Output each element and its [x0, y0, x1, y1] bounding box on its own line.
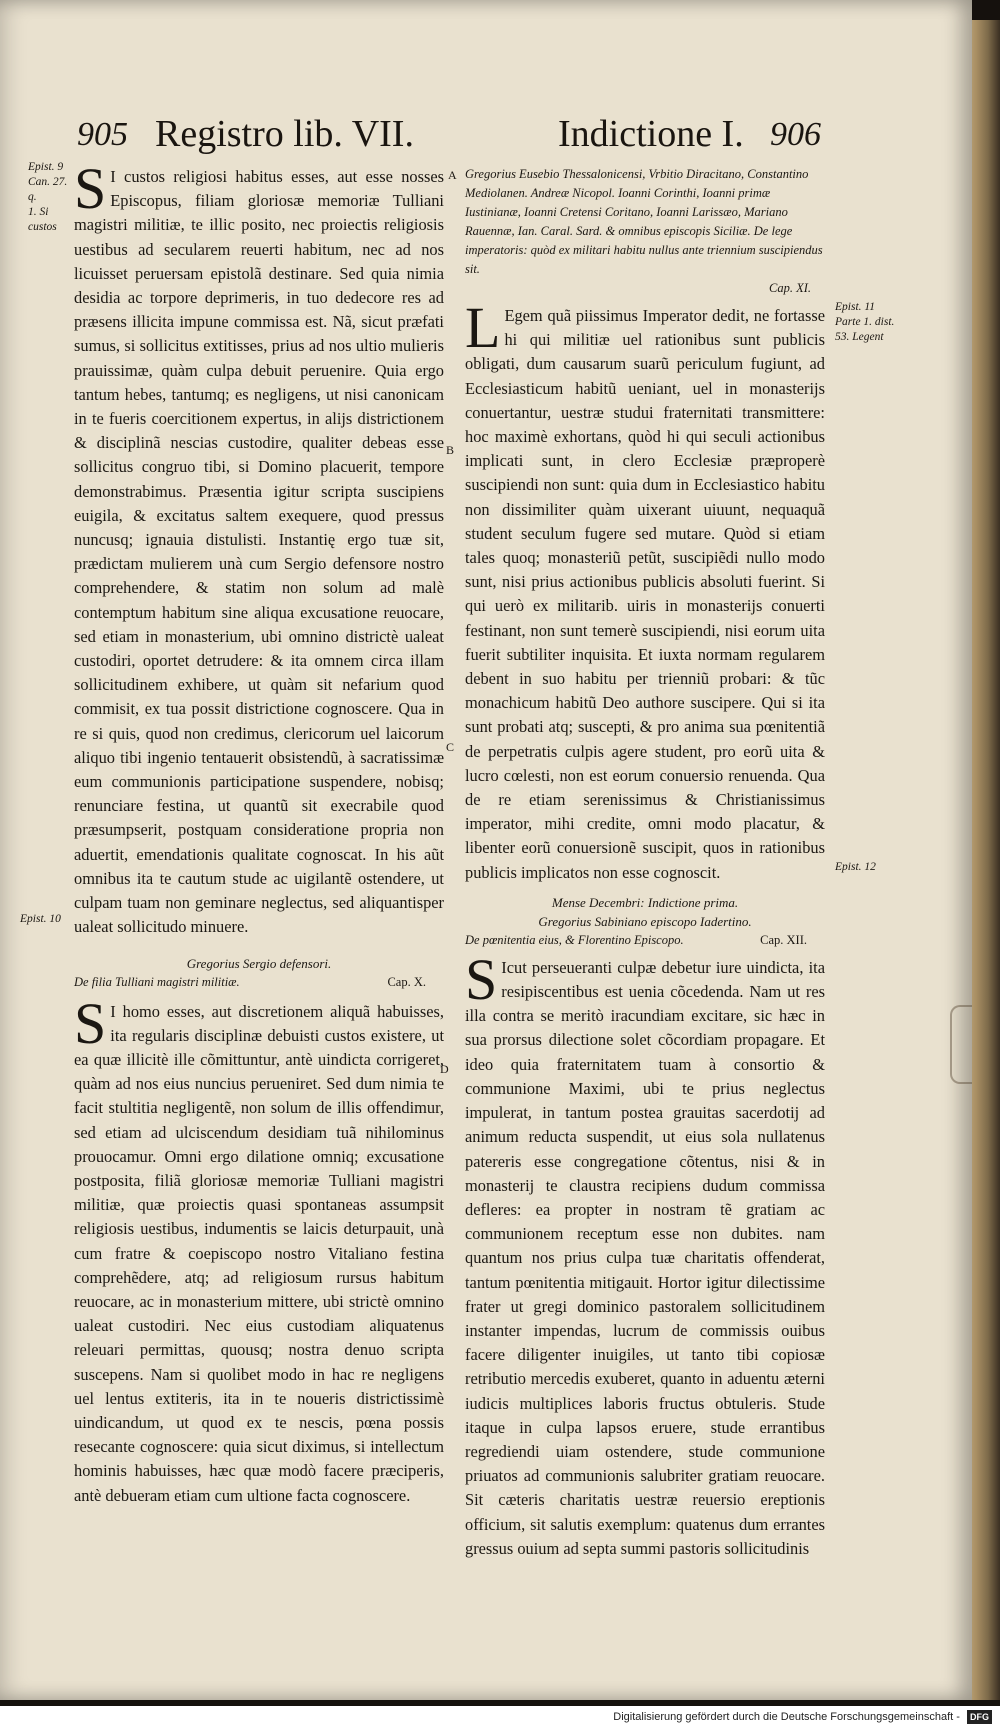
epistle-12-body: Icut perseueranti culpæ debetur iure uindicta, ita resipiscentibus est uenia cõcedenda. Nam ut res illa contra se meritò iracundiam excitare, sic hæc in sua prorsus dilectione solet cõcordiam propagare. Et ideo quia fraternitatem tuam à consortio & communione Maximi, ubi te prius neglectus impulerat, in tantum postea grauitas sacerdotij ad animum reducta suspendit, ut eius sola nullatenus patereris esse congregatione cõtentus, nisi & in monasterij te claustra recipiens dudum commissa defleres: ea propter in nostram tẽ gratiam ac communionem receptum esse non dubites. nam quantum nos prius culpa tuæ charitatis offenderat, tantum pœnitentia mitigauit. Hortor igitur dilectissime frater ut gregi dominico pastoralem sollicitudinem instanter impendas, lucrum de commissis ouibus facere diligenter inuigiles, ut tanto tibi copiosæ retributio mercedis exuberet, quanto in aduentu æterni iudicis multiplices laboris fructus obtuleris. Stude itaque in culpa lapsos eruere, stude errantibus regrediendi uiam ostendere, stude communione priuatos ad communionis salubriter gratiam reuocare. Sit cæteris charitatis uestræ reuersio ereptionis officium, sit salutis exemplum: quatenus dum errantes gressus ouium ad septa summi pastoris sollicitudinis [465, 957, 825, 1558]
epistle-11-text [465, 295, 825, 885]
section-marker-c: C [446, 740, 455, 754]
chapter-label: Cap. XI. [768, 281, 811, 295]
left-column [74, 156, 444, 1508]
epistle-12-subject [465, 931, 825, 950]
epistle-9-body: I custos religiosi habitus esses, aut esse nosses Episcopus, filiam gloriosæ memoriæ Tulliani magistri militiæ, te illic posito, nec proiectis religiosis uestibus ad secularem reuerti habitum, nec ad nos licuisset peruersam epistolã destinare. Sed quia nimia desidia ac torpore deprimeris, in tuo dedecore res ad præsens illicita impune commissa est. Nã, sicut præfati sumus, si sollicitus extitisses, prius ad nos ultio mulieris prauissimæ, quàm culpa debuit peruenire. Quia ergo tantum hebes, tantumq; es negligens, ut nisi canonicam in te fueris coercitionem expertus, in alijs districtionem & disciplinã nescias custodire, qualiter debeas esse sollicitus congruo tibi, si Domino placuerit, tempore demonstrabimus. Præsentia igitur scripta suscipiens euigila, & excitatus saltem exequere, quod pressus nuncusq; ignauia distulisti. Instantię ergo tuæ sit, prædictam mulierem unà cum Sergio defensore nostro comprehendere, & statim non solum ad malè contemptum habitum sine aliqua excusatione reuocare, sed etiam in monasterium, ubi omnino districtè ualeat custodiri, oportet detrudere: & ita omnem circa illam sollicitudinem exhibere, ut quàm sit nefarium quod commisit, ex tua possit districtione cognoscere. Qua in re si quis, quod non credimus, clericorum uel laicorum aliquo tibi ingenio tentauerit obsistendũ, à sacratissimæ eum communionis participatione suspendere, nobisq; renunciare festina, ut quantũ sit execrabile quod præsumpserit, postquam consideratione propria non aduertit, emendationis qualitate cognoscat. In his aũt omnibus ita te cautum stude ac uigilantẽ ostendere, ut culpam tuam non geminare neglectus, sed aliquantisper ualeat sollicitudo minuere. [74, 167, 444, 937]
section-marker-a: A [448, 168, 457, 182]
epistle-11-body: Egem quã piissimus Imperator dedit, ne fortasse hi qui militiæ uel rationibus sunt publicis obligati, dum causarum suarũ periculum fugiunt, ad Ecclesiasticum habitũ ueniant, uel in monasterijs conuertantur, uestræ studui fraternitati transmittere: hoc maximè exhortans, quòd hi qui seculi actionibus implicati sunt, in clero Ecclesiæ præproperè suscipiendi non sunt: quia dum in Ecclesiastico habitu non dissimiliter quàm uixerant uiuunt, nequaquã student seculum fugere sed mutare. Quòd si etiam tales quoq; monasteriũ petũt, suscipiẽdi nullo modo sunt, nisi prius actionibus publicis absoluti fuerint. Si qui uerò ex militarib. uiris in monasterijs conuerti festinant, non sunt temerè suscipiendi, nisi eorum uita fuerit subtiliter inquisita. Et iuxta normam regularem debent in suo habitu per trienniũ probari: & tũc monachicum habitũ Deo authore suscipere. Qui si ita sunt probati atq; suscepti, & pro anima sua pœnitentiã de perpetratis culpis agere student, pro eorũ uita & lucro cœlesti, non est eorum conuersio renuenda. Qua de re etiam serenissimus & Christianissimus imperator, mihi credite, omni modo placatur, & libenter eorũ conuersionẽ suscipit, quos in rationibus publicis implicatos non esse cognoscit. [465, 306, 825, 882]
section-marker-d: D [440, 1062, 449, 1076]
epistle-12-subject-text: De pœnitentia eius, & Florentino Episcopo. [465, 932, 684, 947]
running-title-left: Registro lib. VII. [155, 113, 414, 155]
epistle-12-heading: Gregorius Sabiniano episcopo Iadertino. [538, 913, 752, 929]
epistle-10-heading: Gregorius Sergio defensori. [186, 955, 332, 971]
digitization-credit-bar [0, 1706, 1000, 1728]
right-column [465, 165, 825, 1561]
epistle-11-chapter [465, 279, 825, 298]
epistle-9-text [74, 156, 444, 940]
drop-cap: L [465, 295, 501, 360]
digitization-credit: Digitalisierung gefördert durch die Deutsche Forschungsgemeinschaft - [613, 1711, 960, 1723]
drop-cap: S [74, 990, 107, 1056]
page-number-left: 905 [77, 116, 128, 153]
margin-note-epist-9: Epist. 9 Can. 27. q. 1. Si custos [28, 161, 68, 233]
chapter-label: Cap. XII. [760, 932, 807, 947]
margin-note-epist-12: Epist. 12 [835, 861, 876, 873]
running-title-right: Indictione I. [558, 113, 744, 155]
drop-cap: S [465, 946, 498, 1012]
epistle-10-text [74, 990, 444, 1508]
running-header [70, 112, 840, 162]
margin-note-epist-11: Epist. 11 Parte 1. dist. 53. Legent [835, 301, 895, 343]
page-number-right: 906 [770, 116, 821, 153]
chapter-label: Cap. X. [387, 974, 426, 989]
margin-note-epist-10: Epist. 10 [20, 913, 61, 925]
drop-cap: S [74, 156, 107, 221]
epistle-10-body: I homo esses, aut discretionem aliquã habuisses, ita regularis disciplinæ debuisti custos existere, ut ea quæ illicitè ille cõmittuntur, antè uindicta corrigeret, quàm ad nos eius nuncius perueniret. Sed dum nimia te facit stultitia negligentẽ, non solum de illis offendimur, sed etiam ad ulciscendum desidiam tuã nihilominus prouocamur. Omni ergo dilatione omniq; excusatione postposita, filiã gloriosæ memoriæ Tulliani magistri militiæ, quæ proiectis quasi spontaneas assumpsit religiosis uestibus, indumentis se laicis deturpauit, unà cum fratre & coepiscopo nostro Vitaliano festina comprehẽdere, atq; ad religiosum rursus habitum reuocare, ac in monasterium mittere, ubi strictè omnino ualeat custodiri. Nec eius custodiam aliquatenus releuari permittas, quousq; nostra denuo scripta suscepens. Nam si quolibet modo in hac re negligens uel lentus extiteris, ita in te noueris districtissimè uindicandum, ut quod ex te nescis, pœna possis resecante cognoscere: quia sicut diximus, si intellectum hominis habuisses, hæc quæ modò facere præciperis, antè debueram etiam cum ultione facta cognoscere. [74, 1001, 444, 1505]
epistle-10-subject [74, 973, 444, 992]
section-marker-b: B [446, 443, 455, 457]
dfg-logo: DFG [967, 1710, 992, 1724]
date-line: Mense Decembri: Indictione prima. [551, 894, 739, 910]
epistle-12-text [465, 946, 825, 1561]
epistle-10-subject-text: De filia Tulliani magistri militiæ. [74, 974, 240, 989]
epistle-11-address: Gregorius Eusebio Thessalonicensi, Vrbitio Diracitano, Constantino Mediolanen. Andreæ Nicopol. Ioanni Corinthi, Ioanni primæ Iustinianæ, Ioanni Cretensi Coritano, Ioanni Larissæo, Mariano Rauennæ, Ian. Caral. Sard. & omnibus episcopis Siciliæ. De lege imperatoris: quòd ex militari habitu nullus ante triennium suscipiendus sit. [465, 167, 823, 276]
page-clip-mark [950, 1005, 972, 1084]
